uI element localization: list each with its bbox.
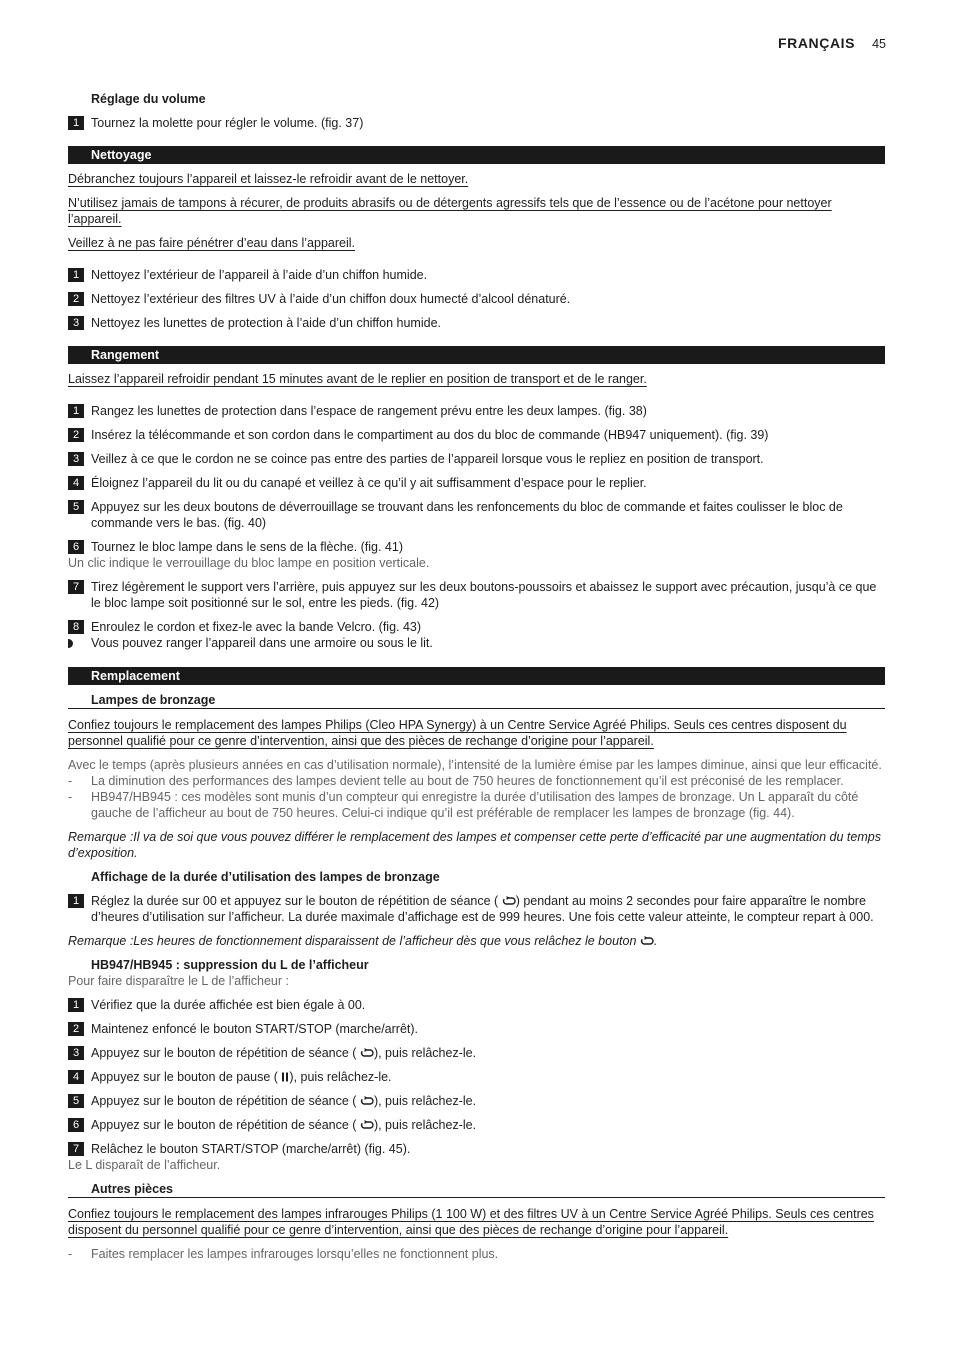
result-bullet-icon bbox=[68, 639, 73, 648]
page-number: 45 bbox=[872, 37, 886, 51]
intro-text: Pour faire disparaître le L de l’afficheur : bbox=[68, 974, 289, 988]
step-text bbox=[91, 1069, 885, 1085]
warning-text: Laissez l’appareil refroidir pendant 15 minutes avant de le replier en position de transport et de le ranger. bbox=[68, 372, 647, 386]
step-text: Nettoyez les lunettes de protection à l’aide d’un chiffon humide. bbox=[91, 316, 441, 330]
step-item bbox=[68, 1021, 885, 1037]
note-text bbox=[68, 933, 885, 949]
step-item bbox=[68, 267, 885, 283]
subsection-heading-other-parts: Autres pièces bbox=[68, 1181, 885, 1198]
step-text: Tournez le bloc lampe dans le sens de la flèche. (fig. 41) bbox=[91, 540, 403, 554]
step-text: Relâchez le bouton START/STOP (marche/arrêt) (fig. 45). bbox=[91, 1142, 411, 1156]
step-text-part: Appuyez sur le bouton de répétition de séance ( bbox=[91, 1118, 360, 1132]
list-marker: - bbox=[68, 790, 73, 804]
step-item bbox=[68, 619, 885, 652]
step-number: 7 bbox=[68, 580, 84, 594]
step-text bbox=[91, 893, 885, 925]
subsection-heading-tanning-lamps: Lampes de bronzage bbox=[68, 692, 885, 709]
step-number: 6 bbox=[68, 540, 84, 554]
step-text bbox=[91, 1093, 885, 1109]
step-number: 8 bbox=[68, 620, 84, 634]
repeat-icon bbox=[360, 1120, 374, 1130]
page-content bbox=[68, 91, 885, 1262]
step-number: 6 bbox=[68, 1118, 84, 1132]
list-item-text: HB947/HB945 : ces modèles sont munis d’un compteur qui enregistre la durée d’utilisation des lampes de bronzage. Un L apparaît du côté gauche de l’afficheur au bout de 750 heures. Celui-ci indique qu’il est préférable de remplacer les lampes de bronzage (fig. 44). bbox=[91, 790, 859, 820]
step-text: Vérifiez que la durée affichée est bien égale à 00. bbox=[91, 998, 366, 1012]
step-item bbox=[68, 893, 885, 925]
language-label: FRANÇAIS bbox=[777, 35, 856, 51]
step-item bbox=[68, 1045, 885, 1061]
step-number: 3 bbox=[68, 316, 84, 330]
step-result-text: Un clic indique le verrouillage du bloc lampe en position verticale. bbox=[68, 556, 430, 570]
repeat-icon bbox=[360, 1048, 374, 1058]
step-item bbox=[68, 499, 885, 531]
step-text-part: ) pendant au moins 2 secondes pour faire apparaître le nombre d’heures d’utilisation sur l’afficheur. La durée maximale d’affichage est de 999 heures. Une fois cette valeur atteinte, le compteur repart à 000. bbox=[91, 894, 874, 924]
step-text: Maintenez enfoncé le bouton START/STOP (marche/arrêt). bbox=[91, 1022, 419, 1036]
step-text-part: ), puis relâchez-le. bbox=[373, 1094, 477, 1108]
list-marker: - bbox=[68, 774, 73, 788]
step-text: Enroulez le cordon et fixez-le avec la bande Velcro. (fig. 43) bbox=[91, 620, 422, 634]
step-number: 2 bbox=[68, 292, 84, 306]
step-text: Tirez légèrement le support vers l’arrière, puis appuyez sur les deux boutons-poussoirs et abaissez le support avec précaution, jusqu’à ce que le bloc lampe soit positionné sur le sol, entre les pieds. (fig. 42) bbox=[91, 580, 877, 610]
step-item bbox=[68, 451, 885, 467]
step-text-part: Réglez la durée sur 00 et appuyez sur le bouton de répétition de séance ( bbox=[91, 894, 502, 908]
step-number: 1 bbox=[68, 404, 84, 418]
repeat-icon bbox=[640, 936, 654, 946]
step-text: Insérez la télécommande et son cordon dans le compartiment au dos du bloc de commande (HB947 uniquement). (fig. 39) bbox=[91, 428, 769, 442]
step-item bbox=[68, 315, 885, 331]
step-item bbox=[68, 997, 885, 1013]
list-item bbox=[68, 789, 885, 821]
warning-text: Confiez toujours le remplacement des lampes infrarouges Philips (1 100 W) et des filtres UV à un Centre Service Agréé Philips. Seuls ces centres disposent du personnel qualifié pour ce genre d’intervention, ainsi que des pièces de rechange d’origine pour l’appareil. bbox=[68, 1207, 874, 1237]
step-text-part: Appuyez sur le bouton de pause ( bbox=[91, 1070, 282, 1084]
step-number: 7 bbox=[68, 1142, 84, 1156]
step-number: 2 bbox=[68, 1022, 84, 1036]
list-item-text: La diminution des performances des lampes devient telle au bout de 750 heures de fonctionnement qu’il est préconisé de les remplacer. bbox=[91, 774, 844, 788]
list-item-text: Faites remplacer les lampes infrarouges lorsqu’elles ne fonctionnent plus. bbox=[91, 1247, 499, 1261]
warning-text: N’utilisez jamais de tampons à récurer, de produits abrasifs ou de détergents agressifs tels que de l’essence ou de l’acétone pour nettoyer l’appareil. bbox=[68, 196, 832, 226]
step-result-text: Le L disparaît de l’afficheur. bbox=[68, 1158, 221, 1172]
step-item bbox=[68, 539, 885, 571]
step-number: 1 bbox=[68, 894, 84, 908]
step-text-part: Appuyez sur le bouton de répétition de séance ( bbox=[91, 1046, 360, 1060]
subsection-heading-hours-display: Affichage de la durée d’utilisation des lampes de bronzage bbox=[91, 870, 440, 884]
step-text-part: ), puis relâchez-le. bbox=[373, 1046, 477, 1060]
step-text: Éloignez l’appareil du lit ou du canapé et veillez à ce qu’il y ait suffisamment d’espace pour le replier. bbox=[91, 476, 647, 490]
step-item bbox=[68, 1141, 885, 1173]
note-text-part: . bbox=[653, 934, 658, 948]
step-number: 5 bbox=[68, 1094, 84, 1108]
step-item bbox=[68, 1069, 885, 1085]
section-bar-replacement: Remplacement bbox=[68, 667, 885, 685]
info-text: Avec le temps (après plusieurs années en cas d’utilisation normale), l’intensité de la lumière émise par les lampes diminue, ainsi que leur efficacité. bbox=[68, 758, 882, 772]
list-item bbox=[68, 1246, 885, 1262]
page-header bbox=[778, 35, 886, 51]
step-item bbox=[68, 291, 885, 307]
list-marker: - bbox=[68, 1247, 73, 1261]
step-text-part: ), puis relâchez-le. bbox=[373, 1118, 477, 1132]
step-text bbox=[91, 1117, 885, 1133]
step-number: 1 bbox=[68, 116, 84, 130]
step-item bbox=[68, 1093, 885, 1109]
warning-text: Confiez toujours le remplacement des lampes Philips (Cleo HPA Synergy) à un Centre Service Agréé Philips. Seuls ces centres disposent du personnel qualifié pour ce genre d’intervention, ainsi que des pièces de rechange d’origine pour l’appareil. bbox=[68, 718, 847, 748]
step-item bbox=[68, 1117, 885, 1133]
step-text: Nettoyez l’extérieur des filtres UV à l’aide d’un chiffon doux humecté d’alcool dénaturé. bbox=[91, 292, 571, 306]
note-text-part: Remarque :Les heures de fonctionnement disparaissent de l’afficheur dès que vous relâchez le bouton bbox=[68, 934, 640, 948]
section-bar-storage: Rangement bbox=[68, 346, 885, 364]
step-tip-text: Vous pouvez ranger l’appareil dans une armoire ou sous le lit. bbox=[91, 636, 433, 650]
step-text: Nettoyez l’extérieur de l’appareil à l’aide d’un chiffon humide. bbox=[91, 268, 428, 282]
step-tip bbox=[68, 635, 885, 652]
list-item bbox=[68, 773, 885, 789]
step-number: 4 bbox=[68, 476, 84, 490]
step-text: Rangez les lunettes de protection dans l’espace de rangement prévu entre les deux lampes. (fig. 38) bbox=[91, 404, 647, 418]
step-number: 5 bbox=[68, 500, 84, 514]
step-text: Appuyez sur les deux boutons de déverrouillage se trouvant dans les renfoncements du bloc de commande et faites coulisser le bloc de commande vers le bas. (fig. 40) bbox=[91, 500, 843, 530]
step-item bbox=[68, 427, 885, 443]
warning-text: Veillez à ne pas faire pénétrer d’eau dans l’appareil. bbox=[68, 236, 355, 250]
step-item bbox=[68, 579, 885, 611]
repeat-icon bbox=[502, 896, 516, 906]
step-item bbox=[68, 115, 885, 131]
subsection-heading-volume: Réglage du volume bbox=[91, 92, 206, 106]
section-bar-cleaning: Nettoyage bbox=[68, 146, 885, 164]
warning-text: Débranchez toujours l’appareil et laissez-le refroidir avant de le nettoyer. bbox=[68, 172, 469, 186]
step-number: 3 bbox=[68, 1046, 84, 1060]
step-number: 2 bbox=[68, 428, 84, 442]
repeat-icon bbox=[360, 1096, 374, 1106]
step-text: Tournez la molette pour régler le volume. (fig. 37) bbox=[91, 116, 364, 130]
step-number: 3 bbox=[68, 452, 84, 466]
step-number: 1 bbox=[68, 998, 84, 1012]
step-text: Veillez à ce que le cordon ne se coince pas entre des parties de l’appareil lorsque vous le repliez en position de transport. bbox=[91, 452, 764, 466]
step-text bbox=[91, 1045, 885, 1061]
step-text-part: ), puis relâchez-le. bbox=[289, 1070, 392, 1084]
step-text-part: Appuyez sur le bouton de répétition de séance ( bbox=[91, 1094, 360, 1108]
step-item bbox=[68, 475, 885, 491]
step-item bbox=[68, 403, 885, 419]
note-text: Remarque :Il va de soi que vous pouvez différer le remplacement des lampes et compenser cette perte d’efficacité par une augmentation du temps d’exposition. bbox=[68, 830, 881, 860]
step-number: 1 bbox=[68, 268, 84, 282]
step-number: 4 bbox=[68, 1070, 84, 1084]
subsection-heading-remove-l: HB947/HB945 : suppression du L de l’afficheur bbox=[91, 958, 369, 972]
